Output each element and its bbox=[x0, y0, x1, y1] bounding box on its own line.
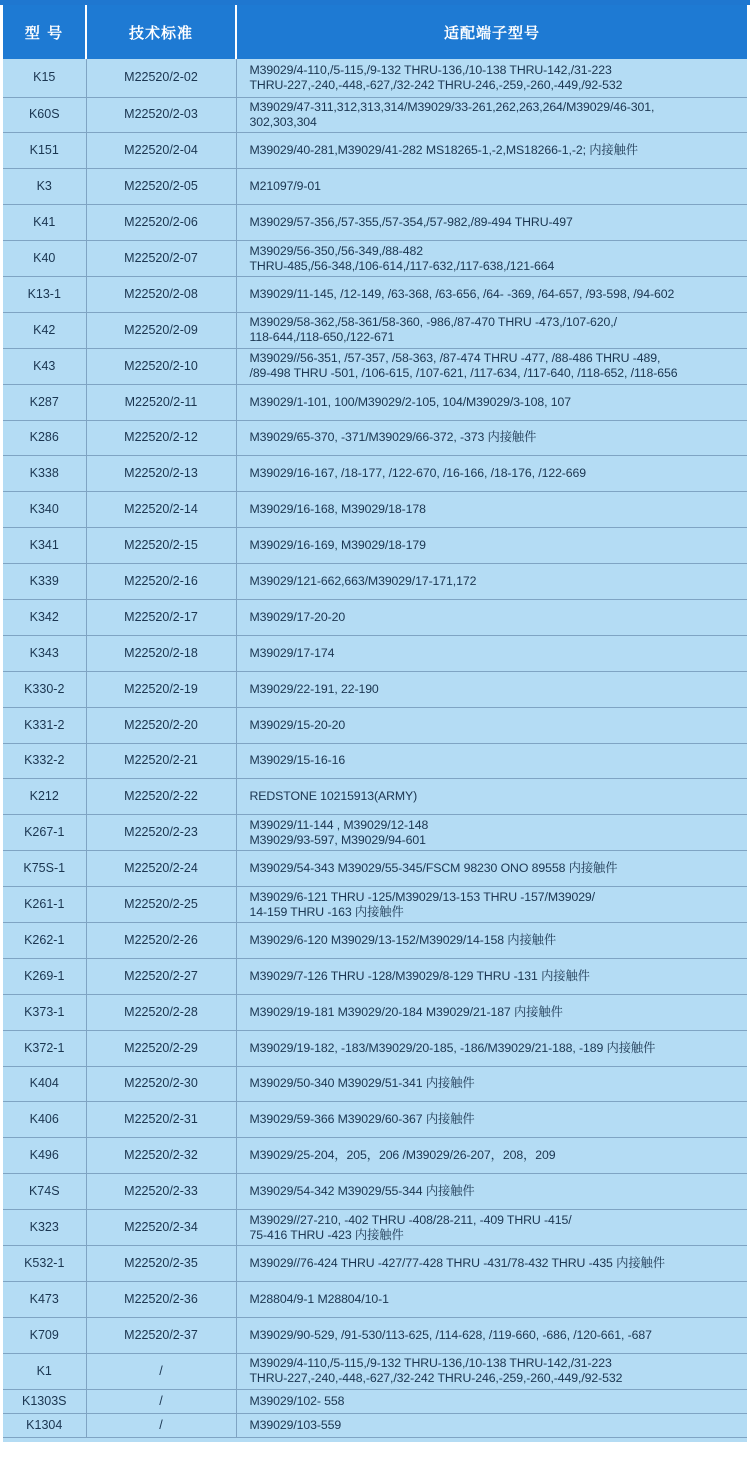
header-standard: 技术标准 bbox=[86, 5, 236, 59]
table-row bbox=[3, 97, 747, 133]
table-row bbox=[3, 671, 747, 707]
compatible-terminals-cell: M39029/90-529, /91-530/113-625, /114-628, /119-660, -686, /120-661, -687 bbox=[236, 1317, 747, 1353]
standard-cell: M22520/2-34 bbox=[86, 1210, 236, 1246]
table-row bbox=[3, 1281, 747, 1317]
standard-cell: M22520/2-29 bbox=[86, 1030, 236, 1066]
standard-cell: M22520/2-18 bbox=[86, 635, 236, 671]
model-cell: K331-2 bbox=[3, 707, 86, 743]
compatible-terminals-cell: M39029/11-145, /12-149, /63-368, /63-656, /64- -369, /64-657, /93-598, /94-602 bbox=[236, 276, 747, 312]
model-cell: K341 bbox=[3, 528, 86, 564]
model-cell: K1304 bbox=[3, 1413, 86, 1437]
compatible-terminals-cell: M39029/4-110,/5-115,/9-132 THRU-136,/10-138 THRU-142,/31-223 THRU-227,-240,-448,-627,/32-242 THRU-246,-259,-260,-449,/92-532 bbox=[236, 59, 747, 97]
table-row bbox=[3, 958, 747, 994]
compatible-terminals-cell: REDSTONE 10215913(ARMY) bbox=[236, 779, 747, 815]
compatible-terminals-cell: M39029/16-169, M39029/18-179 bbox=[236, 528, 747, 564]
compatible-terminals-cell: M39029/15-16-16 bbox=[236, 743, 747, 779]
table-row bbox=[3, 1389, 747, 1413]
header-model: 型 号 bbox=[3, 5, 86, 59]
model-cell: K60S bbox=[3, 97, 86, 133]
compatible-terminals-cell: M39029/65-370, -371/M39029/66-372, -373 内接触件 bbox=[236, 420, 747, 456]
table-row bbox=[3, 1210, 747, 1246]
compatible-terminals-cell: M39029/17-174 bbox=[236, 635, 747, 671]
table-row bbox=[3, 348, 747, 384]
table-row bbox=[3, 599, 747, 635]
table-row bbox=[3, 1066, 747, 1102]
model-cell: K330-2 bbox=[3, 671, 86, 707]
standard-cell: M22520/2-27 bbox=[86, 958, 236, 994]
model-cell: K709 bbox=[3, 1317, 86, 1353]
compatibility-table bbox=[3, 5, 747, 1438]
model-cell: K372-1 bbox=[3, 1030, 86, 1066]
model-cell: K15 bbox=[3, 59, 86, 97]
standard-cell: M22520/2-37 bbox=[86, 1317, 236, 1353]
table-row bbox=[3, 384, 747, 420]
table-row bbox=[3, 456, 747, 492]
standard-cell: M22520/2-28 bbox=[86, 994, 236, 1030]
table-row bbox=[3, 1102, 747, 1138]
compatible-terminals-cell: M39029/47-311,312,313,314/M39029/33-261,262,263,264/M39029/46-301, 302,303,304 bbox=[236, 97, 747, 133]
header-compatible-terminals: 适配端子型号 bbox=[236, 5, 747, 59]
model-cell: K42 bbox=[3, 312, 86, 348]
compatible-terminals-cell: M39029/15-20-20 bbox=[236, 707, 747, 743]
table-row bbox=[3, 1353, 747, 1389]
compatible-terminals-cell: M39029/22-191, 22-190 bbox=[236, 671, 747, 707]
standard-cell: M22520/2-30 bbox=[86, 1066, 236, 1102]
standard-cell: M22520/2-23 bbox=[86, 815, 236, 851]
standard-cell: M22520/2-25 bbox=[86, 887, 236, 923]
standard-cell: M22520/2-21 bbox=[86, 743, 236, 779]
table-row bbox=[3, 1246, 747, 1282]
compatible-terminals-cell: M39029/19-181 M39029/20-184 M39029/21-187 内接触件 bbox=[236, 994, 747, 1030]
compatible-terminals-cell: M39029//27-210, -402 THRU -408/28-211, -409 THRU -415/ 75-416 THRU -423 内接触件 bbox=[236, 1210, 747, 1246]
standard-cell: M22520/2-22 bbox=[86, 779, 236, 815]
model-cell: K342 bbox=[3, 599, 86, 635]
table-row bbox=[3, 492, 747, 528]
standard-cell: M22520/2-07 bbox=[86, 241, 236, 277]
table-row bbox=[3, 241, 747, 277]
compatible-terminals-cell: M39029/121-662,663/M39029/17-171,172 bbox=[236, 564, 747, 600]
compatible-terminals-cell: M39029/103-559 bbox=[236, 1413, 747, 1437]
model-cell: K473 bbox=[3, 1281, 86, 1317]
table-row bbox=[3, 133, 747, 169]
table-row bbox=[3, 635, 747, 671]
compatible-terminals-cell: M39029/19-182, -183/M39029/20-185, -186/M39029/21-188, -189 内接触件 bbox=[236, 1030, 747, 1066]
model-cell: K261-1 bbox=[3, 887, 86, 923]
standard-cell: M22520/2-06 bbox=[86, 205, 236, 241]
table-header-row bbox=[3, 5, 747, 59]
table-row bbox=[3, 1138, 747, 1174]
compatibility-table-container bbox=[3, 5, 747, 1442]
standard-cell: M22520/2-20 bbox=[86, 707, 236, 743]
model-cell: K1303S bbox=[3, 1389, 86, 1413]
model-cell: K332-2 bbox=[3, 743, 86, 779]
model-cell: K532-1 bbox=[3, 1246, 86, 1282]
standard-cell: / bbox=[86, 1353, 236, 1389]
standard-cell: M22520/2-08 bbox=[86, 276, 236, 312]
table-row bbox=[3, 276, 747, 312]
table-row bbox=[3, 1174, 747, 1210]
standard-cell: / bbox=[86, 1389, 236, 1413]
model-cell: K267-1 bbox=[3, 815, 86, 851]
compatible-terminals-cell: M28804/9-1 M28804/10-1 bbox=[236, 1281, 747, 1317]
model-cell: K74S bbox=[3, 1174, 86, 1210]
table-row bbox=[3, 420, 747, 456]
compatible-terminals-cell: M39029/40-281,M39029/41-282 MS18265-1,-2,MS18266-1,-2; 内接触件 bbox=[236, 133, 747, 169]
standard-cell: M22520/2-33 bbox=[86, 1174, 236, 1210]
compatible-terminals-cell: M39029/1-101, 100/M39029/2-105, 104/M39029/3-108, 107 bbox=[236, 384, 747, 420]
standard-cell: M22520/2-17 bbox=[86, 599, 236, 635]
model-cell: K262-1 bbox=[3, 922, 86, 958]
compatible-terminals-cell: M39029/6-121 THRU -125/M39029/13-153 THRU -157/M39029/ 14-159 THRU -163 内接触件 bbox=[236, 887, 747, 923]
compatible-terminals-cell: M39029/16-168, M39029/18-178 bbox=[236, 492, 747, 528]
model-cell: K40 bbox=[3, 241, 86, 277]
model-cell: K404 bbox=[3, 1066, 86, 1102]
compatible-terminals-cell: M39029/4-110,/5-115,/9-132 THRU-136,/10-138 THRU-142,/31-223 THRU-227,-240,-448,-627,/32-242 THRU-246,-259,-260,-449,/92-532 bbox=[236, 1353, 747, 1389]
table-row bbox=[3, 994, 747, 1030]
model-cell: K343 bbox=[3, 635, 86, 671]
model-cell: K43 bbox=[3, 348, 86, 384]
table-row bbox=[3, 922, 747, 958]
compatible-terminals-cell: M39029//76-424 THRU -427/77-428 THRU -431/78-432 THRU -435 内接触件 bbox=[236, 1246, 747, 1282]
model-cell: K75S-1 bbox=[3, 851, 86, 887]
model-cell: K323 bbox=[3, 1210, 86, 1246]
model-cell: K406 bbox=[3, 1102, 86, 1138]
standard-cell: M22520/2-10 bbox=[86, 348, 236, 384]
table-row bbox=[3, 743, 747, 779]
standard-cell: M22520/2-24 bbox=[86, 851, 236, 887]
standard-cell: M22520/2-03 bbox=[86, 97, 236, 133]
compatible-terminals-cell: M39029/57-356,/57-355,/57-354,/57-982,/89-494 THRU-497 bbox=[236, 205, 747, 241]
table-row bbox=[3, 1317, 747, 1353]
table-row bbox=[3, 564, 747, 600]
standard-cell: / bbox=[86, 1413, 236, 1437]
model-cell: K496 bbox=[3, 1138, 86, 1174]
compatible-terminals-cell: M39029/50-340 M39029/51-341 内接触件 bbox=[236, 1066, 747, 1102]
model-cell: K339 bbox=[3, 564, 86, 600]
model-cell: K338 bbox=[3, 456, 86, 492]
table-row bbox=[3, 1030, 747, 1066]
standard-cell: M22520/2-09 bbox=[86, 312, 236, 348]
model-cell: K373-1 bbox=[3, 994, 86, 1030]
model-cell: K286 bbox=[3, 420, 86, 456]
standard-cell: M22520/2-14 bbox=[86, 492, 236, 528]
model-cell: K287 bbox=[3, 384, 86, 420]
standard-cell: M22520/2-16 bbox=[86, 564, 236, 600]
compatible-terminals-cell: M39029/7-126 THRU -128/M39029/8-129 THRU -131 内接触件 bbox=[236, 958, 747, 994]
compatible-terminals-cell: M39029/54-342 M39029/55-344 内接触件 bbox=[236, 1174, 747, 1210]
compatible-terminals-cell: M39029/102- 558 bbox=[236, 1389, 747, 1413]
table-row bbox=[3, 887, 747, 923]
table-row bbox=[3, 312, 747, 348]
standard-cell: M22520/2-05 bbox=[86, 169, 236, 205]
table-row bbox=[3, 851, 747, 887]
table-row bbox=[3, 1413, 747, 1437]
model-cell: K269-1 bbox=[3, 958, 86, 994]
model-cell: K340 bbox=[3, 492, 86, 528]
standard-cell: M22520/2-26 bbox=[86, 922, 236, 958]
standard-cell: M22520/2-04 bbox=[86, 133, 236, 169]
compatible-terminals-cell: M21097/9-01 bbox=[236, 169, 747, 205]
model-cell: K41 bbox=[3, 205, 86, 241]
standard-cell: M22520/2-36 bbox=[86, 1281, 236, 1317]
table-row bbox=[3, 779, 747, 815]
standard-cell: M22520/2-02 bbox=[86, 59, 236, 97]
standard-cell: M22520/2-31 bbox=[86, 1102, 236, 1138]
model-cell: K212 bbox=[3, 779, 86, 815]
model-cell: K13-1 bbox=[3, 276, 86, 312]
standard-cell: M22520/2-12 bbox=[86, 420, 236, 456]
model-cell: K3 bbox=[3, 169, 86, 205]
compatible-terminals-cell: M39029/11-144 , M39029/12-148 M39029/93-597, M39029/94-601 bbox=[236, 815, 747, 851]
compatible-terminals-cell: M39029/58-362,/58-361/58-360, -986,/87-470 THRU -473,/107-620,/ 118-644,/118-650,/122-671 bbox=[236, 312, 747, 348]
standard-cell: M22520/2-11 bbox=[86, 384, 236, 420]
compatible-terminals-cell: M39029/59-366 M39029/60-367 内接触件 bbox=[236, 1102, 747, 1138]
compatible-terminals-cell: M39029//56-351, /57-357, /58-363, /87-474 THRU -477, /88-486 THRU -489, /89-498 THRU -501, /106-615, /107-621, /117-634, /117-640, /118-652, /118-656 bbox=[236, 348, 747, 384]
compatible-terminals-cell: M39029/17-20-20 bbox=[236, 599, 747, 635]
table-row bbox=[3, 815, 747, 851]
compatible-terminals-cell: M39029/54-343 M39029/55-345/FSCM 98230 ONO 89558 内接触件 bbox=[236, 851, 747, 887]
compatible-terminals-cell: M39029/56-350,/56-349,/88-482 THRU-485,/56-348,/106-614,/117-632,/117-638,/121-664 bbox=[236, 241, 747, 277]
table-row bbox=[3, 169, 747, 205]
table-row bbox=[3, 59, 747, 97]
standard-cell: M22520/2-35 bbox=[86, 1246, 236, 1282]
standard-cell: M22520/2-13 bbox=[86, 456, 236, 492]
compatible-terminals-cell: M39029/16-167, /18-177, /122-670, /16-166, /18-176, /122-669 bbox=[236, 456, 747, 492]
table-row bbox=[3, 528, 747, 564]
table-row bbox=[3, 707, 747, 743]
compatible-terminals-cell: M39029/6-120 M39029/13-152/M39029/14-158 内接触件 bbox=[236, 922, 747, 958]
model-cell: K151 bbox=[3, 133, 86, 169]
table-row bbox=[3, 205, 747, 241]
standard-cell: M22520/2-19 bbox=[86, 671, 236, 707]
standard-cell: M22520/2-15 bbox=[86, 528, 236, 564]
compatible-terminals-cell: M39029/25-204，205，206 /M39029/26-207，208，209 bbox=[236, 1138, 747, 1174]
model-cell: K1 bbox=[3, 1353, 86, 1389]
standard-cell: M22520/2-32 bbox=[86, 1138, 236, 1174]
